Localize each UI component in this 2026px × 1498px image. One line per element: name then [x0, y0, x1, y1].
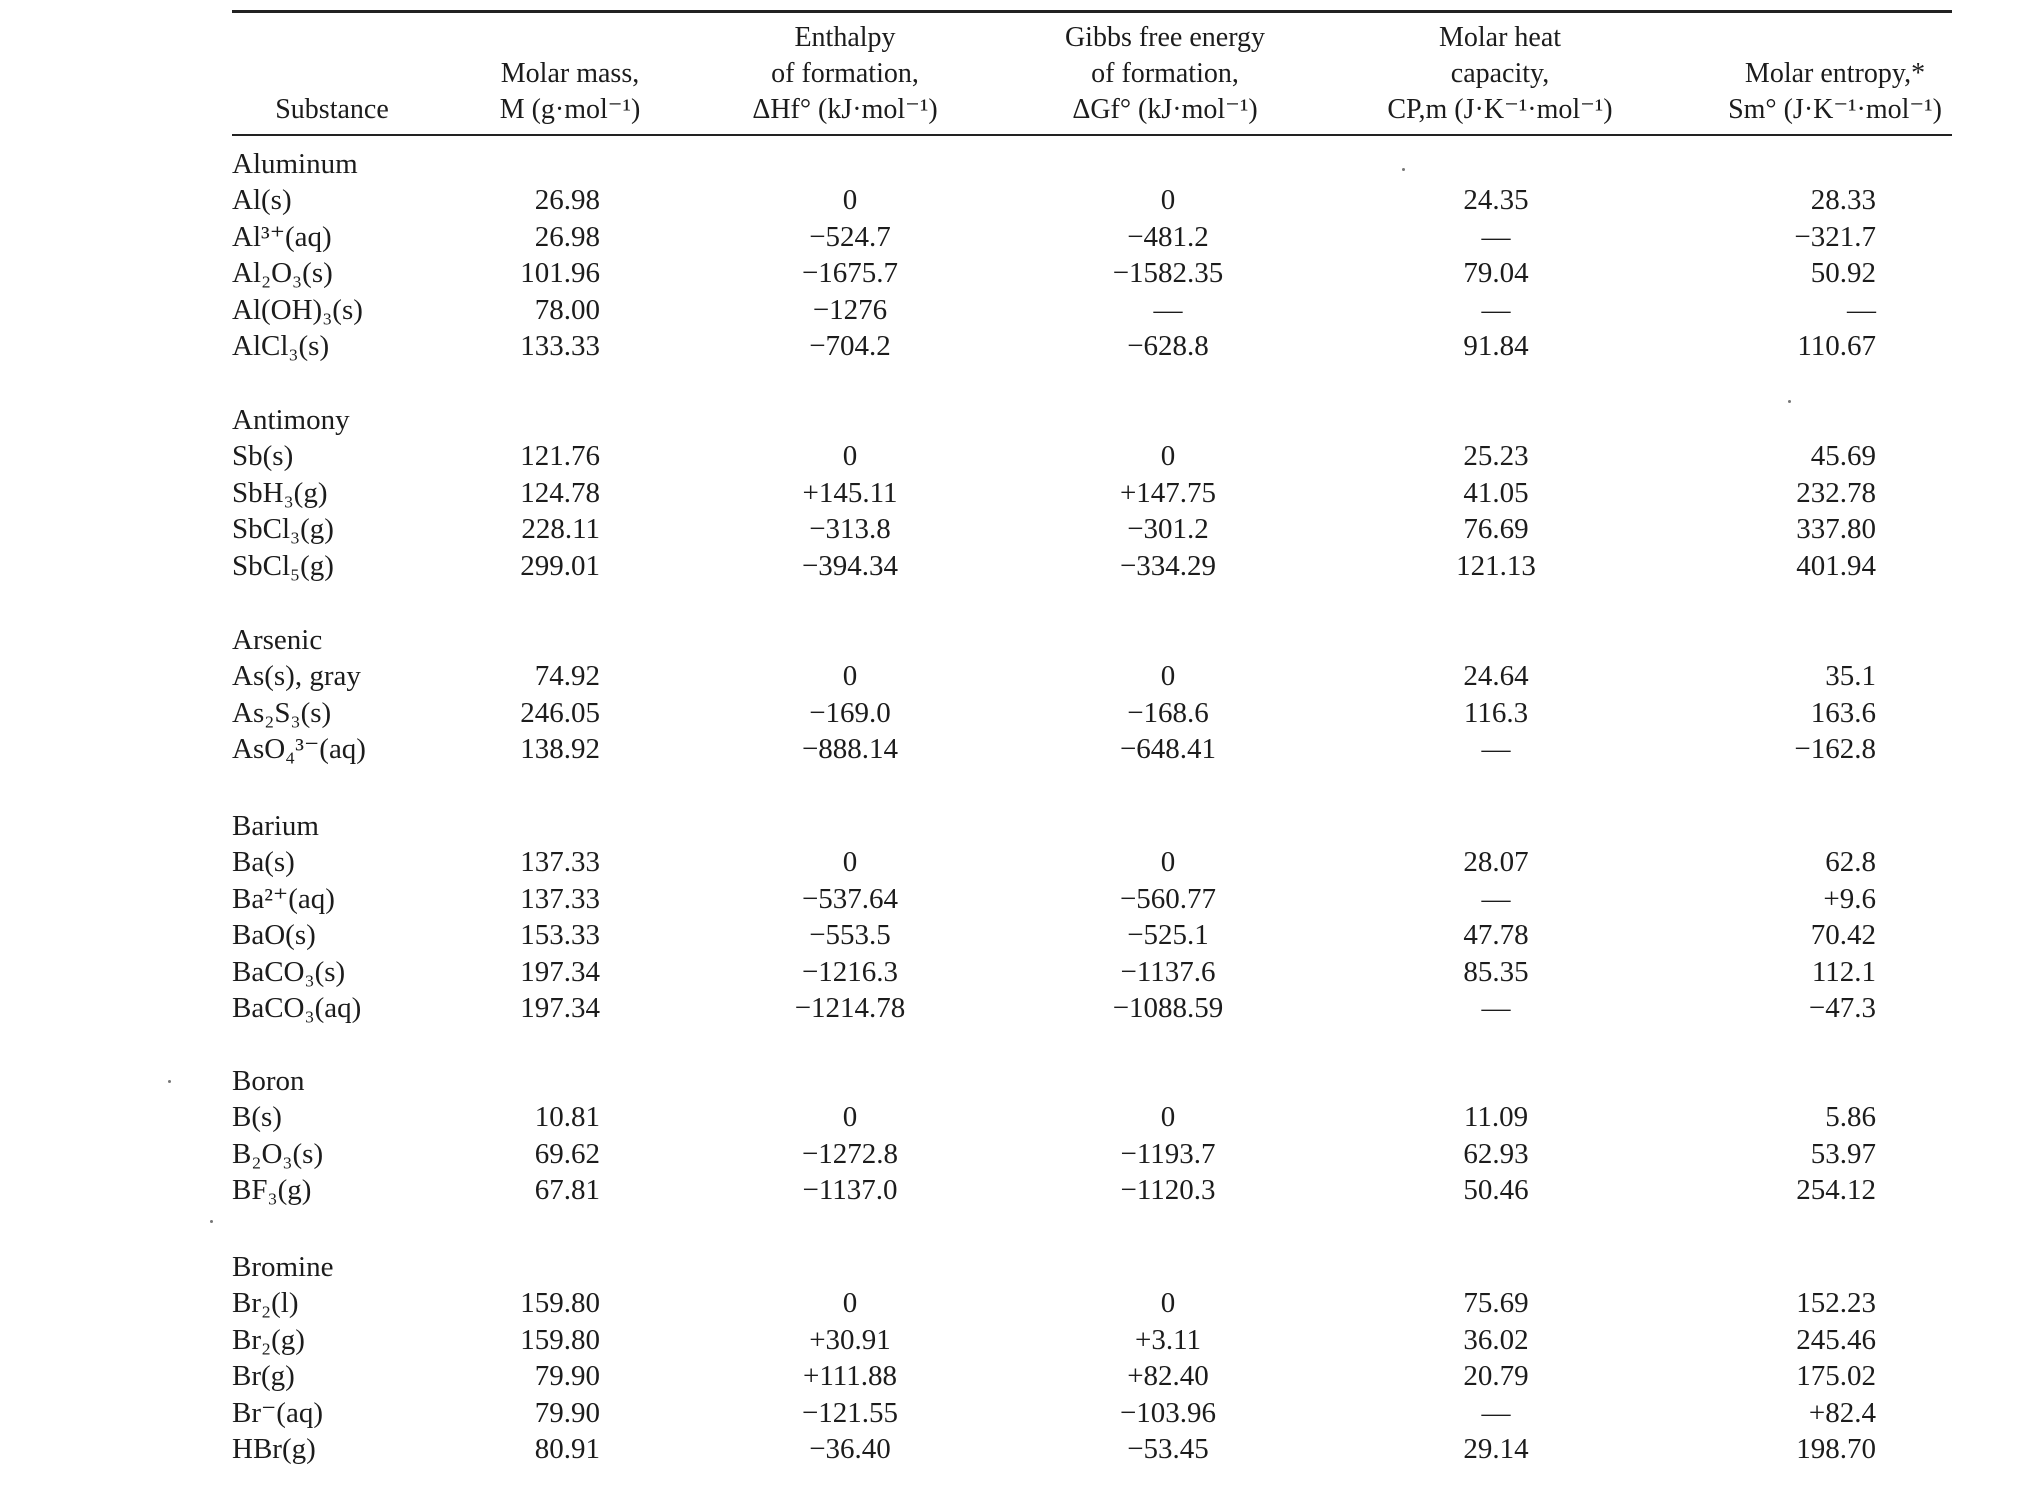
heat-capacity-cell: 36.02 [1463, 1324, 1529, 1356]
substance-cell: Al(s) [232, 184, 292, 216]
header-molar-mass [470, 56, 670, 128]
gibbs-cell: −560.77 [1119, 883, 1217, 915]
substance-cell: SbH₃(g) [232, 477, 328, 509]
entropy-cell: 163.6 [1810, 697, 1876, 729]
enthalpy-cell: −121.55 [801, 1397, 899, 1429]
entropy-cell: +9.6 [1823, 883, 1876, 915]
entropy-cell: 5.86 [1825, 1101, 1876, 1133]
entropy-cell: 62.8 [1825, 846, 1876, 878]
molar-mass-cell: 197.34 [520, 992, 600, 1024]
scan-speck [1402, 168, 1405, 171]
substance-cell: Br₂(l) [232, 1287, 299, 1319]
gibbs-cell: 0 [1160, 660, 1176, 692]
gibbs-cell: +3.11 [1134, 1324, 1202, 1356]
heat-capacity-cell: 24.64 [1463, 660, 1529, 692]
group-heading: Antimony [232, 404, 350, 436]
enthalpy-cell: −1137.0 [802, 1174, 898, 1206]
molar-mass-cell: 79.90 [534, 1360, 600, 1392]
gibbs-cell: −648.41 [1119, 733, 1217, 765]
entropy-cell: 110.67 [1797, 330, 1876, 362]
molar-mass-cell: 133.33 [520, 330, 600, 362]
entropy-cell: +82.4 [1808, 1397, 1876, 1429]
gibbs-cell: −1088.59 [1112, 992, 1224, 1024]
header-rule [232, 134, 1952, 136]
substance-cell: B(s) [232, 1101, 282, 1133]
heat-capacity-cell: — [1481, 883, 1511, 915]
molar-mass-cell: 10.81 [534, 1101, 600, 1133]
molar-mass-cell: 74.92 [534, 660, 600, 692]
enthalpy-cell: 0 [842, 660, 858, 692]
heat-capacity-cell: — [1481, 733, 1511, 765]
heat-capacity-cell: 41.05 [1463, 477, 1529, 509]
heat-capacity-cell: 24.35 [1463, 184, 1529, 216]
scan-speck [1788, 400, 1791, 403]
entropy-cell: — [1847, 294, 1876, 326]
enthalpy-cell: −537.64 [801, 883, 899, 915]
enthalpy-cell: 0 [842, 440, 858, 472]
enthalpy-cell: +111.88 [803, 1360, 897, 1392]
header-entropy [1710, 56, 1960, 128]
gibbs-cell: −334.29 [1119, 550, 1217, 582]
entropy-cell: 401.94 [1796, 550, 1876, 582]
substance-cell: Br⁻(aq) [232, 1397, 323, 1429]
molar-mass-cell: 69.62 [534, 1138, 600, 1170]
substance-cell: SbCl₃(g) [232, 513, 334, 545]
molar-mass-cell: 79.90 [534, 1397, 600, 1429]
molar-mass-cell: 124.78 [520, 477, 600, 509]
gibbs-cell: 0 [1160, 1101, 1176, 1133]
header-line: Molar heat [1438, 22, 1562, 53]
header-substance [232, 92, 432, 128]
molar-mass-cell: 228.11 [521, 513, 600, 545]
heat-capacity-cell: — [1481, 992, 1511, 1024]
molar-mass-cell: 137.33 [520, 846, 600, 878]
enthalpy-cell: −1214.78 [794, 992, 906, 1024]
header-line: of formation, [1091, 58, 1239, 89]
enthalpy-cell: −36.40 [809, 1433, 891, 1465]
molar-mass-cell: 246.05 [520, 697, 600, 729]
gibbs-cell: 0 [1160, 846, 1176, 878]
entropy-cell: 53.97 [1810, 1138, 1876, 1170]
heat-capacity-cell: 85.35 [1463, 956, 1529, 988]
heat-capacity-cell: 75.69 [1463, 1287, 1529, 1319]
group-heading: Boron [232, 1065, 305, 1097]
gibbs-cell: −53.45 [1127, 1433, 1209, 1465]
gibbs-cell: −628.8 [1127, 330, 1209, 362]
enthalpy-cell: −1276 [812, 294, 888, 326]
scan-speck [168, 1080, 171, 1083]
heat-capacity-cell: 29.14 [1463, 1433, 1529, 1465]
gibbs-cell: — [1153, 294, 1183, 326]
header-substance-line: Substance [275, 94, 389, 125]
molar-mass-cell: 138.92 [520, 733, 600, 765]
entropy-cell: 198.70 [1796, 1433, 1876, 1465]
heat-capacity-cell: 47.78 [1463, 919, 1529, 951]
enthalpy-cell: −553.5 [809, 919, 891, 951]
enthalpy-cell: +145.11 [802, 477, 898, 509]
header-line: Molar mass, [500, 58, 640, 89]
header-line: ΔHf° (kJ·mol⁻¹) [752, 94, 938, 125]
group-heading: Barium [232, 810, 319, 842]
gibbs-cell: +147.75 [1119, 477, 1217, 509]
entropy-cell: 70.42 [1810, 919, 1876, 951]
entropy-cell: 45.69 [1810, 440, 1876, 472]
heat-capacity-cell: 62.93 [1463, 1138, 1529, 1170]
gibbs-cell: +82.40 [1127, 1360, 1209, 1392]
heat-capacity-cell: 50.46 [1463, 1174, 1529, 1206]
entropy-cell: 254.12 [1796, 1174, 1876, 1206]
enthalpy-cell: −1272.8 [801, 1138, 899, 1170]
gibbs-cell: −525.1 [1127, 919, 1209, 951]
enthalpy-cell: +30.91 [809, 1324, 891, 1356]
substance-cell: Al³⁺(aq) [232, 221, 332, 253]
gibbs-cell: −168.6 [1127, 697, 1209, 729]
header-line: ΔGf° (kJ·mol⁻¹) [1072, 94, 1258, 125]
substance-cell: AlCl₃(s) [232, 330, 330, 362]
gibbs-cell: −481.2 [1127, 221, 1209, 253]
header-enthalpy [740, 20, 950, 128]
entropy-cell: −47.3 [1808, 992, 1876, 1024]
heat-capacity-cell: 116.3 [1463, 697, 1529, 729]
molar-mass-cell: 197.34 [520, 956, 600, 988]
heat-capacity-cell: — [1481, 1397, 1511, 1429]
molar-mass-cell: 26.98 [534, 184, 600, 216]
group-heading: Aluminum [232, 148, 358, 180]
enthalpy-cell: −888.14 [801, 733, 899, 765]
entropy-cell: 35.1 [1825, 660, 1876, 692]
heat-capacity-cell: — [1481, 294, 1511, 326]
entropy-cell: 50.92 [1810, 257, 1876, 289]
entropy-cell: 28.33 [1810, 184, 1876, 216]
heat-capacity-cell: 20.79 [1463, 1360, 1529, 1392]
entropy-cell: 232.78 [1796, 477, 1876, 509]
heat-capacity-cell: 121.13 [1456, 550, 1536, 582]
gibbs-cell: −1193.7 [1120, 1138, 1216, 1170]
substance-cell: HBr(g) [232, 1433, 316, 1465]
enthalpy-cell: 0 [842, 846, 858, 878]
molar-mass-cell: 159.80 [520, 1324, 600, 1356]
gibbs-cell: −1137.6 [1120, 956, 1216, 988]
entropy-cell: 175.02 [1796, 1360, 1876, 1392]
substance-cell: Ba(s) [232, 846, 295, 878]
substance-cell: AsO₄³⁻(aq) [232, 733, 366, 765]
molar-mass-cell: 159.80 [520, 1287, 600, 1319]
molar-mass-cell: 80.91 [534, 1433, 600, 1465]
top-rule [232, 10, 1952, 13]
molar-mass-cell: 153.33 [520, 919, 600, 951]
gibbs-cell: −1582.35 [1112, 257, 1224, 289]
heat-capacity-cell: 76.69 [1463, 513, 1529, 545]
enthalpy-cell: −394.34 [801, 550, 899, 582]
substance-cell: As₂S₃(s) [232, 697, 332, 729]
heat-capacity-cell: 25.23 [1463, 440, 1529, 472]
molar-mass-cell: 121.76 [520, 440, 600, 472]
molar-mass-cell: 299.01 [520, 550, 600, 582]
gibbs-cell: 0 [1160, 184, 1176, 216]
enthalpy-cell: −1675.7 [801, 257, 899, 289]
enthalpy-cell: 0 [842, 1287, 858, 1319]
enthalpy-cell: 0 [842, 184, 858, 216]
header-line: CP,m (J·K⁻¹·mol⁻¹) [1387, 94, 1613, 125]
enthalpy-cell: 0 [842, 1101, 858, 1133]
header-gibbs [1040, 20, 1290, 128]
substance-cell: Al(OH)₃(s) [232, 294, 363, 326]
entropy-cell: −321.7 [1794, 221, 1876, 253]
group-heading: Bromine [232, 1251, 334, 1283]
header-line: M (g·mol⁻¹) [499, 94, 641, 125]
header-line: Gibbs free energy [1064, 22, 1266, 53]
heat-capacity-cell: 28.07 [1463, 846, 1529, 878]
header-heat-capacity [1370, 20, 1630, 128]
substance-cell: Sb(s) [232, 440, 294, 472]
entropy-cell: 112.1 [1811, 956, 1876, 988]
entropy-cell: 152.23 [1796, 1287, 1876, 1319]
substance-cell: Al₂O₃(s) [232, 257, 333, 289]
group-heading: Arsenic [232, 624, 323, 656]
scan-speck [210, 1220, 213, 1223]
heat-capacity-cell: — [1481, 221, 1511, 253]
gibbs-cell: −301.2 [1127, 513, 1209, 545]
header-line: Molar entropy,* [1744, 58, 1926, 89]
substance-cell: BF₃(g) [232, 1174, 312, 1206]
substance-cell: As(s), gray [232, 660, 361, 692]
entropy-cell: 337.80 [1796, 513, 1876, 545]
molar-mass-cell: 67.81 [534, 1174, 600, 1206]
molar-mass-cell: 78.00 [534, 294, 600, 326]
gibbs-cell: 0 [1160, 440, 1176, 472]
gibbs-cell: 0 [1160, 1287, 1176, 1319]
molar-mass-cell: 26.98 [534, 221, 600, 253]
header-line: Enthalpy [794, 22, 896, 53]
substance-cell: Br(g) [232, 1360, 295, 1392]
header-line: of formation, [771, 58, 919, 89]
header-line: Sm° (J·K⁻¹·mol⁻¹) [1728, 94, 1942, 125]
enthalpy-cell: −704.2 [809, 330, 891, 362]
substance-cell: SbCl₅(g) [232, 550, 334, 582]
enthalpy-cell: −1216.3 [801, 956, 899, 988]
heat-capacity-cell: 11.09 [1463, 1101, 1529, 1133]
substance-cell: BaCO₃(s) [232, 956, 346, 988]
heat-capacity-cell: 91.84 [1463, 330, 1529, 362]
heat-capacity-cell: 79.04 [1463, 257, 1529, 289]
header-line: capacity, [1450, 58, 1550, 89]
enthalpy-cell: −313.8 [809, 513, 891, 545]
substance-cell: BaCO₃(aq) [232, 992, 362, 1024]
gibbs-cell: −103.96 [1119, 1397, 1217, 1429]
substance-cell: B₂O₃(s) [232, 1138, 324, 1170]
molar-mass-cell: 101.96 [520, 257, 600, 289]
gibbs-cell: −1120.3 [1120, 1174, 1216, 1206]
substance-cell: Br₂(g) [232, 1324, 305, 1356]
entropy-cell: −162.8 [1794, 733, 1876, 765]
substance-cell: Ba²⁺(aq) [232, 883, 335, 915]
entropy-cell: 245.46 [1796, 1324, 1876, 1356]
enthalpy-cell: −169.0 [809, 697, 891, 729]
enthalpy-cell: −524.7 [809, 221, 891, 253]
molar-mass-cell: 137.33 [520, 883, 600, 915]
substance-cell: BaO(s) [232, 919, 316, 951]
